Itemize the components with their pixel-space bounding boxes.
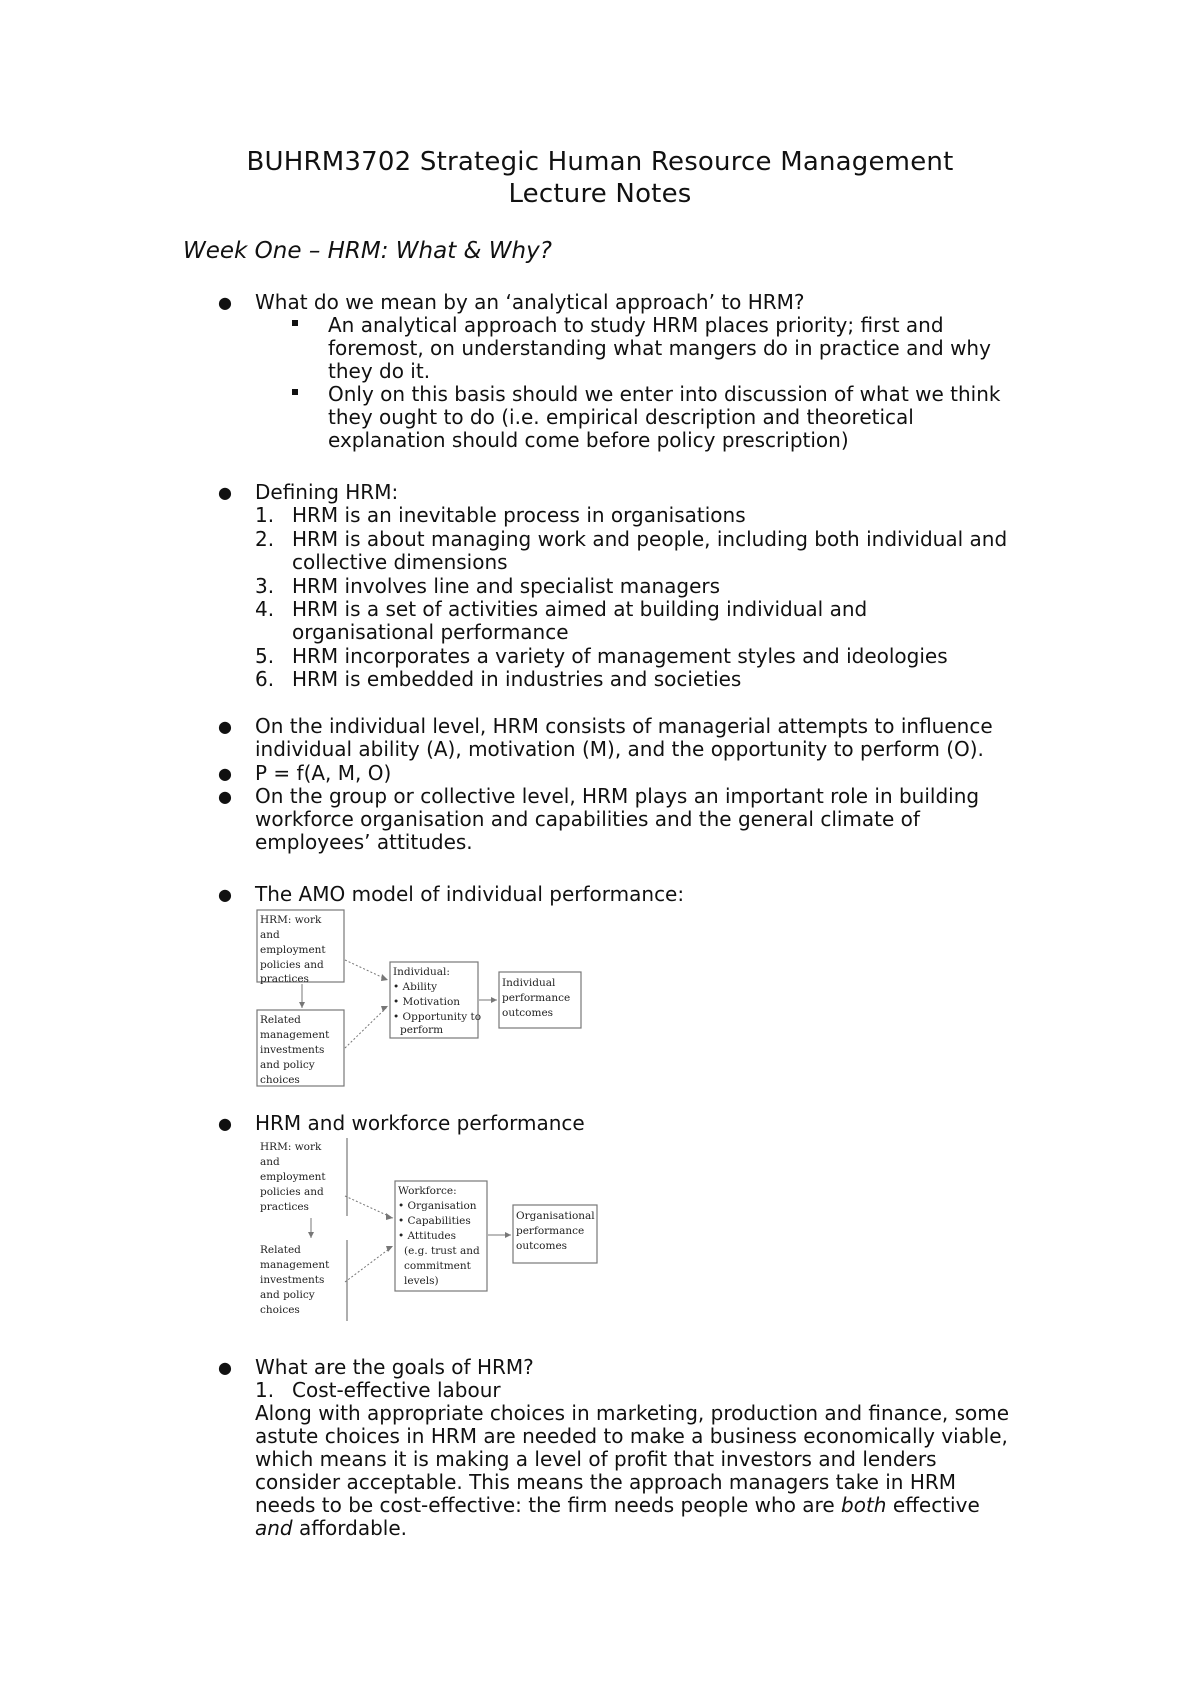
goals-para-line2: astute choices in HRM are needed to make a business economically viable,	[255, 1424, 1008, 1448]
list-number: 1.	[255, 1378, 275, 1402]
workforce-related-line: and policy	[260, 1289, 315, 1301]
workforce-related-line: management	[260, 1259, 330, 1271]
analytical-sub2-line2: they ought to do (i.e. empirical description and theoretical	[328, 405, 914, 429]
amo-outcome-line: Individual	[502, 977, 556, 989]
analytical-sub1-line1: An analytical approach to study HRM places priority; first and	[328, 313, 944, 337]
amo-hrm-line: employment	[260, 944, 326, 956]
workforce-outcome-line: outcomes	[516, 1240, 568, 1252]
amo-related-line: Related	[260, 1014, 301, 1026]
goals-para-emphasis: and	[255, 1516, 293, 1540]
defining-item-2-line1: HRM is about managing work and people, including both individual and	[292, 527, 1008, 551]
list-number: 6.	[255, 667, 275, 691]
workforce-box-line: Workforce:	[398, 1185, 457, 1197]
list-number: 3.	[255, 574, 275, 598]
workforce-related-line: Related	[260, 1244, 301, 1256]
workforce-box-line: • Capabilities	[398, 1215, 471, 1227]
defining-item-1: HRM is an inevitable process in organisations	[292, 503, 746, 527]
workforce-caption: HRM and workforce performance	[255, 1111, 585, 1135]
list-number: 1.	[255, 503, 275, 527]
group-level-line2: workforce organisation and capabilities and the general climate of	[255, 807, 920, 831]
defining-item-6: HRM is embedded in industries and societies	[292, 667, 742, 691]
amo-caption: The AMO model of individual performance:	[255, 882, 685, 906]
workforce-outcome-line: Organisational	[516, 1210, 595, 1222]
list-number: 2.	[255, 527, 275, 551]
goals-para-line1: Along with appropriate choices in marketing, production and finance, some	[255, 1401, 1010, 1425]
bullet-icon: ●	[218, 1358, 232, 1377]
defining-item-5: HRM incorporates a variety of management styles and ideologies	[292, 644, 948, 668]
bullet-icon: ●	[218, 1114, 232, 1133]
amo-individual-line: • Ability	[393, 981, 438, 993]
defining-item-4-line2: organisational performance	[292, 620, 569, 644]
individual-level-line2: individual ability (A), motivation (M), and the opportunity to perform (O).	[255, 737, 984, 761]
amo-related-line: choices	[260, 1074, 300, 1086]
workforce-related-line: investments	[260, 1274, 325, 1286]
amo-outcome-line: performance	[502, 992, 571, 1004]
analytical-sub2-line1: Only on this basis should we enter into discussion of what we think	[328, 382, 1001, 406]
amo-individual-line: • Opportunity to	[393, 1011, 482, 1023]
workforce-box-line: • Organisation	[398, 1200, 477, 1212]
group-level-line3: employees’ attitudes.	[255, 830, 473, 854]
defining-item-3: HRM involves line and specialist managers	[292, 574, 721, 598]
list-number: 4.	[255, 597, 275, 621]
defining-item-2-line2: collective dimensions	[292, 550, 508, 574]
amo-related-line: management	[260, 1029, 330, 1041]
goals-question: What are the goals of HRM?	[255, 1355, 534, 1379]
amo-individual-line: • Motivation	[393, 996, 461, 1008]
workforce-diagram	[255, 1136, 605, 1324]
document-title: BUHRM3702 Strategic Human Resource Management	[246, 147, 954, 177]
amo-related-line: investments	[260, 1044, 325, 1056]
pmo-formula: P = f(A, M, O)	[255, 761, 392, 785]
workforce-outcome-line: performance	[516, 1225, 585, 1237]
workforce-hrm-line: policies and	[260, 1186, 324, 1198]
workforce-arrow-related	[345, 1246, 393, 1282]
individual-level-line1: On the individual level, HRM consists of managerial attempts to influence	[255, 714, 993, 738]
workforce-box-line: commitment	[404, 1260, 471, 1272]
bullet-icon: ●	[218, 717, 232, 736]
amo-diagram	[255, 908, 595, 1090]
goals-para-line5	[255, 1494, 980, 1517]
workforce-box-line: (e.g. trust and	[404, 1245, 480, 1257]
group-level-line1: On the group or collective level, HRM plays an important role in building	[255, 784, 980, 808]
analytical-sub1-line2: foremost, on understanding what mangers do in practice and why	[328, 336, 991, 360]
square-bullet-icon	[292, 389, 298, 395]
amo-hrm-line: HRM: work	[260, 914, 322, 926]
goals-item-1: Cost-effective labour	[292, 1378, 501, 1402]
workforce-hrm-line: employment	[260, 1171, 326, 1183]
amo-related-line: and policy	[260, 1059, 315, 1071]
workforce-hrm-line: practices	[260, 1201, 309, 1213]
amo-hrm-line: policies and	[260, 959, 324, 971]
workforce-box-line: • Attitudes	[398, 1230, 457, 1242]
bullet-icon: ●	[218, 293, 232, 312]
analytical-sub2-line3: explanation should come before policy prescription)	[328, 428, 849, 452]
workforce-box-line: levels)	[404, 1275, 439, 1287]
workforce-related-line: choices	[260, 1304, 300, 1316]
goals-para-text: effective	[886, 1493, 980, 1517]
document-subtitle: Lecture Notes	[508, 179, 692, 209]
bullet-icon: ●	[218, 483, 232, 502]
analytical-sub1-line3: they do it.	[328, 359, 431, 383]
amo-arrow-hrm	[345, 960, 388, 980]
amo-hrm-line: and	[260, 929, 280, 941]
bullet-icon: ●	[218, 885, 232, 904]
week-heading: Week One – HRM: What & Why?	[183, 238, 552, 264]
amo-individual-line: perform	[400, 1024, 444, 1036]
amo-hrm-line: practices	[260, 973, 309, 985]
bullet-icon: ●	[218, 764, 232, 783]
workforce-arrow-hrm	[345, 1196, 393, 1218]
goals-para-text: needs to be cost-effective: the firm needs people who are	[255, 1493, 842, 1517]
defining-heading: Defining HRM:	[255, 480, 399, 504]
list-number: 5.	[255, 644, 275, 668]
amo-arrow-related	[345, 1006, 388, 1048]
goals-para-line6	[255, 1517, 407, 1540]
square-bullet-icon	[292, 320, 298, 326]
goals-para-emphasis: both	[841, 1493, 887, 1517]
goals-para-line3: which means it is making a level of profit that investors and lenders	[255, 1447, 937, 1471]
amo-outcome-line: outcomes	[502, 1007, 554, 1019]
amo-individual-line: Individual:	[393, 966, 450, 978]
defining-item-4-line1: HRM is a set of activities aimed at building individual and	[292, 597, 868, 621]
analytical-question: What do we mean by an ‘analytical approach’ to HRM?	[255, 290, 805, 314]
bullet-icon: ●	[218, 787, 232, 806]
goals-para-line4: consider acceptable. This means the approach managers take in HRM	[255, 1470, 957, 1494]
goals-para-text: affordable.	[292, 1516, 408, 1540]
workforce-hrm-line: HRM: work	[260, 1141, 322, 1153]
workforce-hrm-line: and	[260, 1156, 280, 1168]
